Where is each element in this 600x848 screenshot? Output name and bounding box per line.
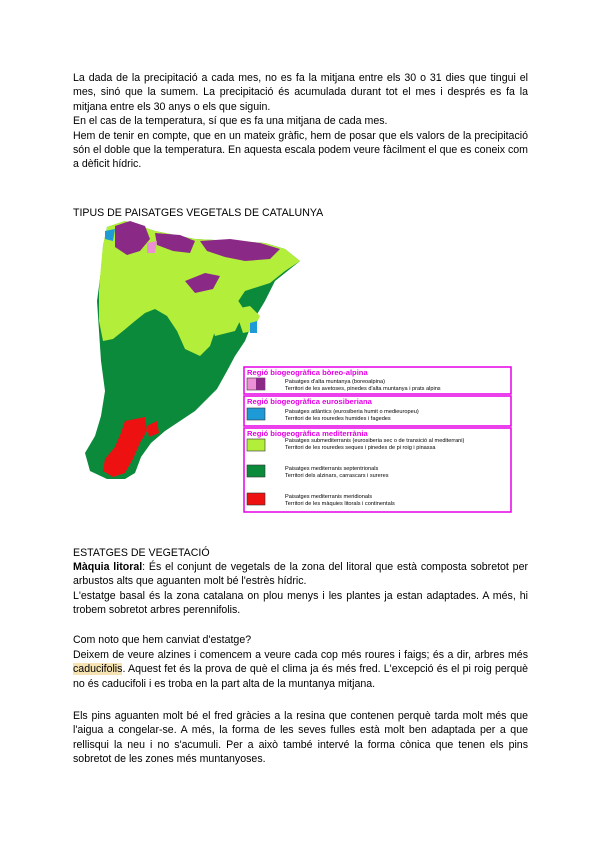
intro-paragraph-2: En el cas de la temperatura, sí que es fa una mitjana de cada mes. <box>73 115 388 128</box>
legend-item-label: Paisatges mediterranis septentrionals <box>285 466 379 472</box>
legend-swatch-mediterranean-south <box>247 493 265 505</box>
vegetation-text <box>73 560 528 618</box>
legend-item-description: Territori de les rouredes seques i pinedes de pi roig i pinassa <box>285 445 436 451</box>
map-region-atlantic-2 <box>250 321 257 333</box>
legend-item-description: Territori de les rouredes humides i fagedes <box>285 416 391 422</box>
legend-swatch-submediterranean <box>247 439 265 451</box>
legend-item-label: Paisatges atlàntics (eurosiberia humit o medieuropeu) <box>285 409 419 415</box>
maquia-paragraph <box>73 560 528 589</box>
legend-item-description: Territori de les màquies litorals i continentals <box>285 501 395 507</box>
catalonia-vegetation-map <box>85 221 530 516</box>
question-line: Com noto que hem canviat d'estatge? <box>73 634 252 646</box>
vegetation-heading: ESTATGES DE VEGETACIÓ <box>73 547 210 559</box>
pins-paragraph: Els pins aguanten molt bé el fred gràcies a la resina que contenen perquè tarda molt més que l'aigua a congelar-se. A més, la forma de les seves fulles està molt ben adaptada per a que rellisqui la neu i no s'acumuli. Per a això també intervé la forma cònica que tenen els pins sobretot de les zones més muntanyoses. <box>73 710 528 766</box>
maquia-definition: : És el conjunt de vegetals de la zona del litoral que està composta sobretot per arbustos alts que aguanten molt bé l'estrès hídric. <box>73 561 528 588</box>
legend-swatch-mediterranean-north <box>247 465 265 477</box>
legend-item-label: Paisatges mediterranis meridionals <box>285 494 373 500</box>
caducifolis-text-b: . Aquest fet és la prova de què el clima ja és més fred. L'excepció és el pi roig perquè no és caducifoli i es troba en la part alta de la muntanya mitjana. <box>73 663 528 690</box>
caducifolis-paragraph <box>73 648 528 691</box>
legend-group-title: Regió biogeogràfica mediterrània <box>247 429 368 438</box>
legend-item-label: Paisatges submediterranis (eurosiberia sec o de transició al mediterrani) <box>285 438 465 444</box>
legend-swatch-atlantic <box>247 408 265 420</box>
intro-paragraph-3: Hem de tenir en compte, que en un mateix gràfic, hem de posar que els valors de la precipitació són el doble que la temperatura. En aquesta escala podem veure fàcilment el que es coneix com a dèficit hídric. <box>73 129 528 171</box>
basal-paragraph: L'estatge basal és la zona catalana on plou menys i les plantes ja estan adaptades. A més, hi trobem sobretot arbres perennifolis. <box>73 589 528 617</box>
maquia-term: Màquia litoral <box>73 561 143 573</box>
intro-paragraph-1: La dada de la precipitació a cada mes, no es fa la mitjana entre els 30 o 31 dies que tingui el mes, sinó que la sumem. La precipitació és acumulada durant tot el mes i després es fa la mitjana entre els 30 anys o els que siguin. <box>73 72 528 113</box>
caducifolis-text-a: Deixem de veure alzines i comencem a veure cada cop més roures i faigs; és a dir, arbres més <box>73 649 528 661</box>
caducifolis-highlight: caducifolis <box>73 663 123 676</box>
legend-item-description: Territori dels alzinars, carrascars i sureres <box>285 473 389 479</box>
map-heading: TIPUS DE PAISATGES VEGETALS DE CATALUNYA <box>73 207 324 219</box>
legend-item-description: Territori de les avetoses, pinedes d'alta muntanya i prats alpins <box>285 386 441 392</box>
intro-text <box>73 71 528 172</box>
legend-item-label: Paisatges d'alta muntanya (boreoalpina) <box>285 379 385 385</box>
map-legend <box>244 367 511 512</box>
legend-group-title: Regió biogeogràfica eurosiberiana <box>247 397 372 406</box>
legend-group-title: Regió biogeogràfica bòreo-alpina <box>247 368 368 377</box>
